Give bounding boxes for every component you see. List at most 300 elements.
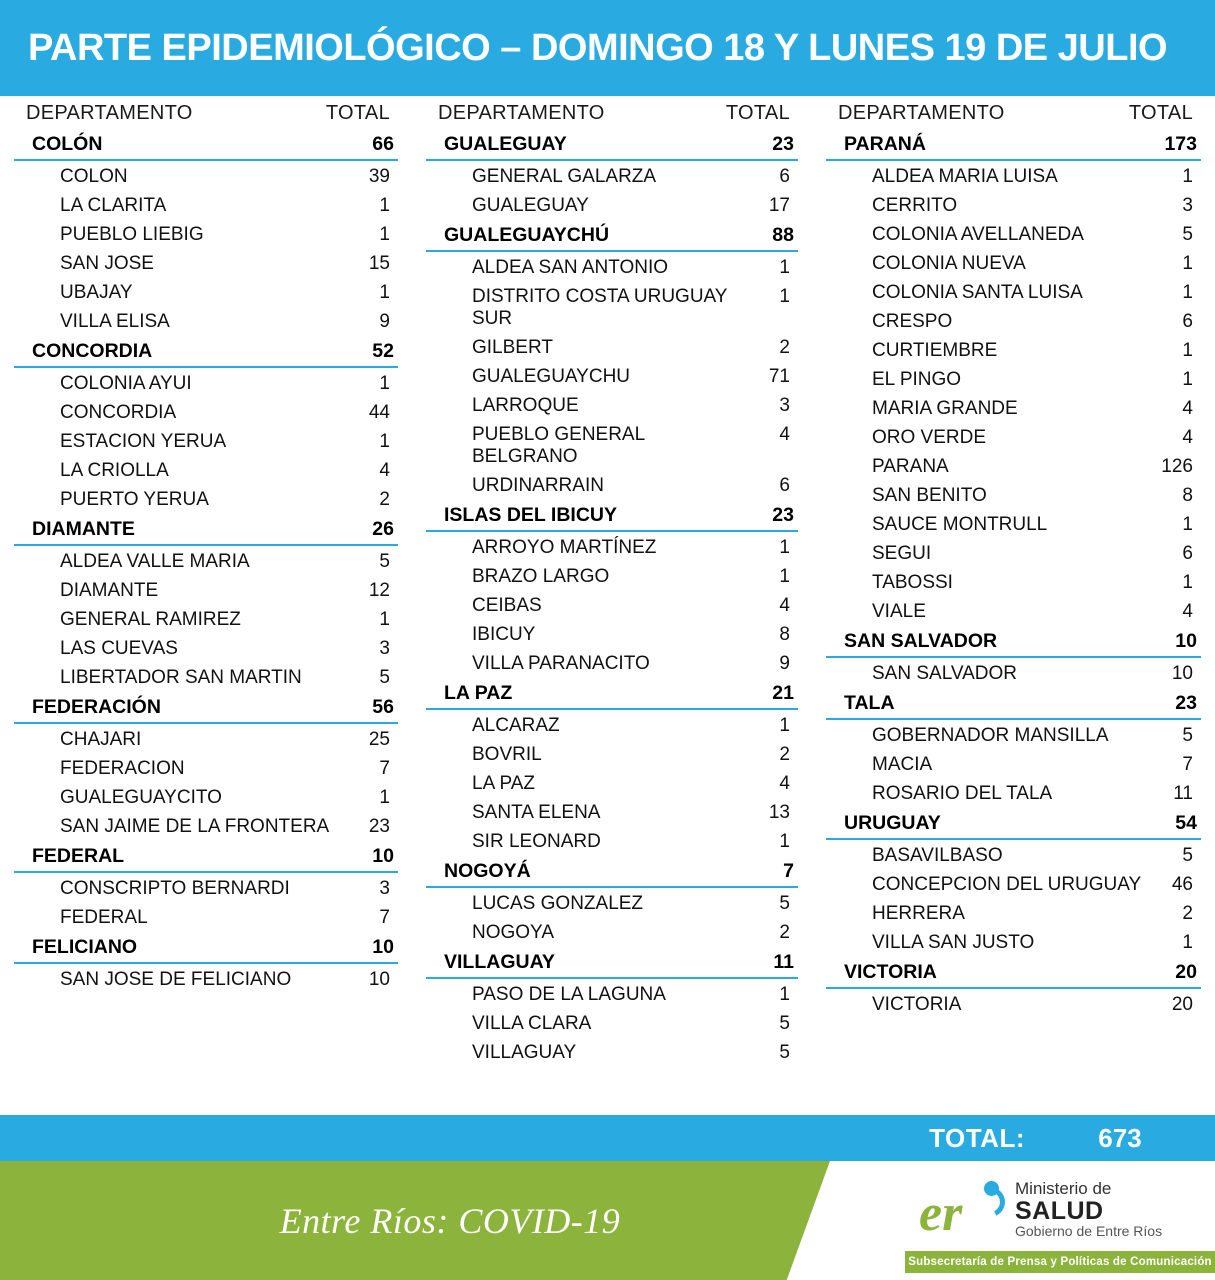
- locality-name: GENERAL GALARZA: [472, 165, 657, 187]
- locality-name: LAS CUEVAS: [60, 637, 178, 659]
- locality-row: [426, 591, 798, 620]
- locality-row: [826, 336, 1201, 365]
- locality-name: UBAJAY: [60, 281, 133, 303]
- locality-value: 2: [779, 743, 790, 765]
- locality-name: VICTORIA: [872, 993, 962, 1015]
- locality-name: CONCEPCION DEL URUGUAY: [872, 873, 1142, 895]
- locality-value: 8: [1182, 484, 1193, 506]
- locality-value: 1: [779, 714, 790, 736]
- locality-name: SAN JOSE DE FELICIANO: [60, 968, 292, 990]
- locality-name: SAN JAIME DE LA FRONTERA: [60, 815, 330, 837]
- locality-name: TABOSSI: [872, 571, 953, 593]
- column-header: [14, 100, 398, 129]
- department-total: 26: [372, 518, 394, 540]
- locality-name: VILLA CLARA: [472, 1012, 592, 1034]
- ministry-line3: Gobierno de Entre Ríos: [1015, 1223, 1163, 1240]
- department-row: [14, 129, 398, 161]
- department-total: 54: [1175, 812, 1197, 834]
- locality-row: [14, 220, 398, 249]
- column-1: [0, 100, 412, 994]
- department-row: [426, 500, 798, 532]
- department-name: FEDERAL: [32, 845, 125, 867]
- locality-row: [14, 754, 398, 783]
- department-name: NOGOYÁ: [444, 860, 531, 882]
- locality-name: VILLA ELISA: [60, 310, 170, 332]
- grand-total-value: 673: [1098, 1122, 1142, 1153]
- department-total: 10: [1175, 630, 1197, 652]
- locality-name: PASO DE LA LAGUNA: [472, 983, 666, 1005]
- department-total: 10: [372, 845, 394, 867]
- locality-name: SAN SALVADOR: [872, 662, 1018, 684]
- locality-row: [426, 282, 798, 333]
- footer: [0, 1161, 1215, 1280]
- column-header-total: TOTAL: [1128, 102, 1193, 124]
- locality-row: [826, 452, 1201, 481]
- locality-value: 1: [779, 536, 790, 558]
- locality-name: VIALE: [872, 600, 926, 622]
- locality-value: 1: [379, 786, 390, 808]
- locality-row: [826, 365, 1201, 394]
- locality-value: 3: [379, 877, 390, 899]
- locality-name: BOVRIL: [472, 743, 542, 765]
- column-header: [826, 100, 1201, 129]
- locality-value: 12: [368, 579, 390, 601]
- locality-value: 1: [779, 983, 790, 1005]
- department-name: ISLAS DEL IBICUY: [444, 504, 617, 526]
- locality-value: 46: [1171, 873, 1193, 895]
- locality-name: GENERAL RAMIREZ: [60, 608, 241, 630]
- locality-name: FEDERACION: [60, 757, 185, 779]
- logo-dot-icon: [984, 1181, 999, 1196]
- locality-row: [14, 576, 398, 605]
- ministry-logo-block: [905, 1161, 1215, 1280]
- department-name: VILLAGUAY: [444, 951, 555, 973]
- column-header-total: TOTAL: [325, 102, 390, 124]
- locality-row: [426, 162, 798, 191]
- locality-name: EL PINGO: [872, 368, 962, 390]
- locality-row: [426, 333, 798, 362]
- locality-value: 4: [1182, 397, 1193, 419]
- department-total: 173: [1164, 133, 1197, 155]
- locality-value: 5: [1182, 844, 1193, 866]
- locality-value: 1: [1182, 368, 1193, 390]
- locality-value: 7: [379, 757, 390, 779]
- department-row: [426, 129, 798, 161]
- locality-name: LA PAZ: [472, 772, 536, 794]
- locality-value: 11: [1173, 782, 1193, 804]
- column-header-department: DEPARTAMENTO: [438, 102, 605, 124]
- column-body: [14, 129, 398, 994]
- locality-row: [826, 568, 1201, 597]
- locality-row: [826, 870, 1201, 899]
- locality-name: COLONIA AYUI: [60, 372, 192, 394]
- locality-row: [426, 191, 798, 220]
- entre-rios-logo-text: er: [919, 1185, 963, 1243]
- locality-value: 1: [1182, 513, 1193, 535]
- locality-value: 6: [1182, 542, 1193, 564]
- locality-row: [826, 779, 1201, 808]
- locality-name: ALCARAZ: [472, 714, 560, 736]
- locality-name: LARROQUE: [472, 394, 579, 416]
- locality-value: 4: [779, 423, 790, 445]
- department-name: FELICIANO: [32, 936, 138, 958]
- locality-value: 2: [379, 488, 390, 510]
- locality-value: 1: [779, 565, 790, 587]
- locality-name: SAN JOSE: [60, 252, 154, 274]
- locality-name: ESTACION YERUA: [60, 430, 227, 452]
- locality-value: 3: [379, 637, 390, 659]
- locality-name: CRESPO: [872, 310, 953, 332]
- column-header-department: DEPARTAMENTO: [26, 102, 193, 124]
- locality-name: CHAJARI: [60, 728, 142, 750]
- locality-row: [14, 874, 398, 903]
- locality-name: SEGUI: [872, 542, 932, 564]
- locality-row: [14, 725, 398, 754]
- column-3: [812, 100, 1215, 1019]
- locality-name: PARANA: [872, 455, 949, 477]
- locality-row: [826, 394, 1201, 423]
- locality-row: [426, 889, 798, 918]
- department-name: FEDERACIÓN: [32, 696, 161, 718]
- locality-name: FEDERAL: [60, 906, 148, 928]
- department-total: 10: [372, 936, 394, 958]
- locality-value: 23: [368, 815, 390, 837]
- department-row: [14, 841, 398, 873]
- locality-name: PUEBLO LIEBIG: [60, 223, 204, 245]
- locality-value: 20: [1171, 993, 1193, 1015]
- locality-name: GILBERT: [472, 336, 553, 358]
- locality-row: [14, 191, 398, 220]
- locality-row: [426, 769, 798, 798]
- locality-row: [14, 485, 398, 514]
- locality-name: LIBERTADOR SAN MARTIN: [60, 666, 302, 688]
- locality-name: SAN BENITO: [872, 484, 987, 506]
- department-name: TALA: [844, 692, 895, 714]
- department-total: 88: [772, 224, 794, 246]
- locality-value: 5: [1182, 724, 1193, 746]
- locality-row: [426, 620, 798, 649]
- department-total: 56: [372, 696, 394, 718]
- department-total: 20: [1175, 961, 1197, 983]
- locality-name: MARIA GRANDE: [872, 397, 1018, 419]
- locality-row: [426, 980, 798, 1009]
- locality-row: [14, 663, 398, 692]
- locality-value: 1: [379, 430, 390, 452]
- locality-row: [14, 278, 398, 307]
- locality-value: 3: [1182, 194, 1193, 216]
- locality-value: 6: [779, 165, 790, 187]
- locality-value: 1: [1182, 165, 1193, 187]
- locality-value: 1: [779, 830, 790, 852]
- locality-value: 4: [379, 459, 390, 481]
- locality-value: 4: [1182, 600, 1193, 622]
- locality-row: [826, 750, 1201, 779]
- locality-row: [14, 427, 398, 456]
- department-row: [426, 220, 798, 252]
- locality-name: GUALEGUAYCITO: [60, 786, 222, 808]
- locality-row: [14, 812, 398, 841]
- locality-row: [14, 783, 398, 812]
- entre-rios-logo-icon: [919, 1181, 1005, 1243]
- locality-row: [426, 533, 798, 562]
- locality-value: 15: [368, 252, 390, 274]
- locality-value: 4: [779, 594, 790, 616]
- locality-value: 1: [1182, 281, 1193, 303]
- department-row: [826, 957, 1201, 989]
- department-row: [426, 947, 798, 979]
- locality-name: SIR LEONARD: [472, 830, 601, 852]
- locality-name: MACIA: [872, 753, 933, 775]
- locality-value: 1: [1182, 252, 1193, 274]
- locality-row: [14, 249, 398, 278]
- column-header-total: TOTAL: [725, 102, 790, 124]
- locality-row: [826, 597, 1201, 626]
- locality-row: [826, 721, 1201, 750]
- locality-value: 44: [368, 401, 390, 423]
- department-name: URUGUAY: [844, 812, 941, 834]
- locality-value: 4: [779, 772, 790, 794]
- department-row: [14, 514, 398, 546]
- department-total: 21: [772, 682, 794, 704]
- locality-row: [826, 307, 1201, 336]
- locality-row: [14, 456, 398, 485]
- locality-row: [426, 391, 798, 420]
- column-header: [426, 100, 798, 129]
- locality-row: [14, 605, 398, 634]
- locality-row: [426, 471, 798, 500]
- locality-value: 1: [379, 194, 390, 216]
- locality-name: ALDEA SAN ANTONIO: [472, 256, 669, 278]
- locality-row: [826, 481, 1201, 510]
- locality-row: [426, 827, 798, 856]
- locality-row: [426, 918, 798, 947]
- department-name: SAN SALVADOR: [844, 630, 998, 652]
- locality-value: 1: [379, 608, 390, 630]
- locality-name: HERRERA: [872, 902, 965, 924]
- locality-value: 2: [779, 336, 790, 358]
- department-total: 23: [772, 133, 794, 155]
- locality-name: ALDEA MARIA LUISA: [872, 165, 1058, 187]
- department-total: 52: [372, 340, 394, 362]
- locality-row: [826, 899, 1201, 928]
- locality-name: ROSARIO DEL TALA: [872, 782, 1053, 804]
- locality-value: 1: [379, 223, 390, 245]
- locality-name: PUERTO YERUA: [60, 488, 209, 510]
- locality-row: [426, 362, 798, 391]
- locality-name: CONSCRIPTO BERNARDI: [60, 877, 290, 899]
- header-bar: [0, 0, 1215, 96]
- locality-row: [14, 307, 398, 336]
- locality-name: GOBERNADOR MANSILLA: [872, 724, 1109, 746]
- locality-name: GUALEGUAYCHU: [472, 365, 631, 387]
- locality-row: [14, 903, 398, 932]
- locality-value: 126: [1161, 455, 1193, 477]
- locality-row: [14, 634, 398, 663]
- locality-value: 2: [779, 921, 790, 943]
- locality-row: [426, 1038, 798, 1067]
- ministry-line2: SALUD: [1015, 1196, 1104, 1225]
- locality-name: NOGOYA: [472, 921, 554, 943]
- locality-row: [826, 220, 1201, 249]
- locality-row: [426, 253, 798, 282]
- department-row: [14, 692, 398, 724]
- locality-value: 71: [768, 365, 790, 387]
- locality-name: ORO VERDE: [872, 426, 987, 448]
- grand-total-label: TOTAL:: [929, 1122, 1025, 1153]
- locality-value: 6: [1182, 310, 1193, 332]
- locality-row: [14, 162, 398, 191]
- locality-name: COLONIA NUEVA: [872, 252, 1026, 274]
- locality-name: VILLAGUAY: [472, 1041, 577, 1063]
- locality-value: 5: [779, 1041, 790, 1063]
- department-row: [426, 678, 798, 710]
- locality-row: [426, 420, 798, 471]
- locality-name: LUCAS GONZALEZ: [472, 892, 644, 914]
- locality-row: [826, 841, 1201, 870]
- department-name: DIAMANTE: [32, 518, 135, 540]
- logo-top: [905, 1169, 1215, 1251]
- locality-value: 1: [1182, 571, 1193, 593]
- locality-value: 2: [1182, 902, 1193, 924]
- locality-value: 5: [1182, 223, 1193, 245]
- locality-value: 1: [1182, 931, 1193, 953]
- locality-row: [826, 191, 1201, 220]
- locality-name: BRAZO LARGO: [472, 565, 610, 587]
- ministry-line1: Ministerio de: [1015, 1179, 1112, 1199]
- department-name: PARANÁ: [844, 133, 926, 155]
- department-name: GUALEGUAY: [444, 133, 567, 155]
- department-total: 11: [773, 951, 794, 973]
- ministry-text: [1005, 1180, 1162, 1239]
- column-body: [826, 129, 1201, 1019]
- department-name: VICTORIA: [844, 961, 937, 983]
- locality-name: VILLA PARANACITO: [472, 652, 650, 674]
- department-row: [14, 336, 398, 368]
- column-header-department: DEPARTAMENTO: [838, 102, 1005, 124]
- locality-row: [826, 249, 1201, 278]
- department-row: [826, 808, 1201, 840]
- locality-row: [826, 990, 1201, 1019]
- locality-row: [426, 711, 798, 740]
- locality-row: [426, 649, 798, 678]
- locality-row: [826, 278, 1201, 307]
- locality-value: 6: [779, 474, 790, 496]
- locality-name: LA CLARITA: [60, 194, 167, 216]
- column-2: [412, 100, 812, 1067]
- locality-row: [826, 162, 1201, 191]
- locality-name: DISTRITO COSTA URUGUAY SUR: [472, 285, 728, 329]
- locality-value: 5: [379, 666, 390, 688]
- locality-value: 9: [379, 310, 390, 332]
- locality-value: 13: [768, 801, 790, 823]
- department-row: [826, 626, 1201, 658]
- department-total: 7: [783, 860, 794, 882]
- department-name: GUALEGUAYCHÚ: [444, 224, 610, 246]
- locality-name: CURTIEMBRE: [872, 339, 998, 361]
- locality-name: SANTA ELENA: [472, 801, 601, 823]
- locality-value: 1: [779, 285, 790, 307]
- locality-row: [826, 539, 1201, 568]
- locality-row: [14, 965, 398, 994]
- locality-value: 25: [368, 728, 390, 750]
- locality-value: 1: [779, 256, 790, 278]
- locality-value: 39: [368, 165, 390, 187]
- locality-value: 7: [379, 906, 390, 928]
- department-name: LA PAZ: [444, 682, 513, 704]
- locality-name: COLON: [60, 165, 128, 187]
- locality-name: SAUCE MONTRULL: [872, 513, 1048, 535]
- locality-name: COLONIA AVELLANEDA: [872, 223, 1084, 245]
- locality-value: 4: [1182, 426, 1193, 448]
- locality-value: 9: [779, 652, 790, 674]
- locality-value: 1: [1182, 339, 1193, 361]
- locality-value: 1: [379, 372, 390, 394]
- locality-value: 5: [779, 1012, 790, 1034]
- department-row: [826, 688, 1201, 720]
- locality-value: 3: [779, 394, 790, 416]
- department-row: [14, 932, 398, 964]
- footer-title: Entre Ríos: COVID-19: [279, 1200, 621, 1241]
- department-total: 23: [1175, 692, 1197, 714]
- department-name: COLÓN: [32, 133, 103, 155]
- locality-value: 17: [768, 194, 790, 216]
- department-columns: [0, 100, 1215, 1115]
- subsecretaria-banner: Subsecretaría de Prensa y Políticas de Comunicación: [905, 1251, 1215, 1273]
- grand-total-bar: [0, 1115, 1215, 1161]
- locality-value: 1: [379, 281, 390, 303]
- locality-row: [826, 423, 1201, 452]
- locality-name: URDINARRAIN: [472, 474, 604, 496]
- locality-row: [826, 510, 1201, 539]
- locality-name: CEIBAS: [472, 594, 542, 616]
- locality-value: 7: [1182, 753, 1193, 775]
- locality-value: 8: [779, 623, 790, 645]
- locality-value: 5: [779, 892, 790, 914]
- locality-value: 10: [1171, 662, 1193, 684]
- locality-row: [826, 928, 1201, 957]
- locality-name: CONCORDIA: [60, 401, 177, 423]
- locality-name: ARROYO MARTÍNEZ: [472, 536, 657, 558]
- locality-row: [14, 547, 398, 576]
- locality-name: LA CRIOLLA: [60, 459, 169, 481]
- column-body: [426, 129, 798, 1067]
- locality-row: [426, 562, 798, 591]
- locality-name: GUALEGUAY: [472, 194, 589, 216]
- locality-name: ALDEA VALLE MARIA: [60, 550, 250, 572]
- locality-name: CERRITO: [872, 194, 958, 216]
- locality-name: DIAMANTE: [60, 579, 159, 601]
- locality-value: 5: [379, 550, 390, 572]
- department-total: 66: [372, 133, 394, 155]
- locality-name: COLONIA SANTA LUISA: [872, 281, 1083, 303]
- locality-value: 10: [368, 968, 390, 990]
- locality-row: [426, 798, 798, 827]
- department-name: CONCORDIA: [32, 340, 153, 362]
- locality-row: [14, 369, 398, 398]
- locality-row: [426, 1009, 798, 1038]
- department-row: [426, 856, 798, 888]
- department-row: [826, 129, 1201, 161]
- locality-row: [826, 659, 1201, 688]
- department-total: 23: [772, 504, 794, 526]
- locality-name: VILLA SAN JUSTO: [872, 931, 1035, 953]
- locality-name: BASAVILBASO: [872, 844, 1003, 866]
- locality-name: IBICUY: [472, 623, 536, 645]
- locality-row: [426, 740, 798, 769]
- locality-name: PUEBLO GENERAL BELGRANO: [472, 423, 645, 467]
- page-title: PARTE EPIDEMIOLÓGICO – DOMINGO 18 Y LUNES 19 DE JULIO: [28, 26, 1168, 69]
- locality-row: [14, 398, 398, 427]
